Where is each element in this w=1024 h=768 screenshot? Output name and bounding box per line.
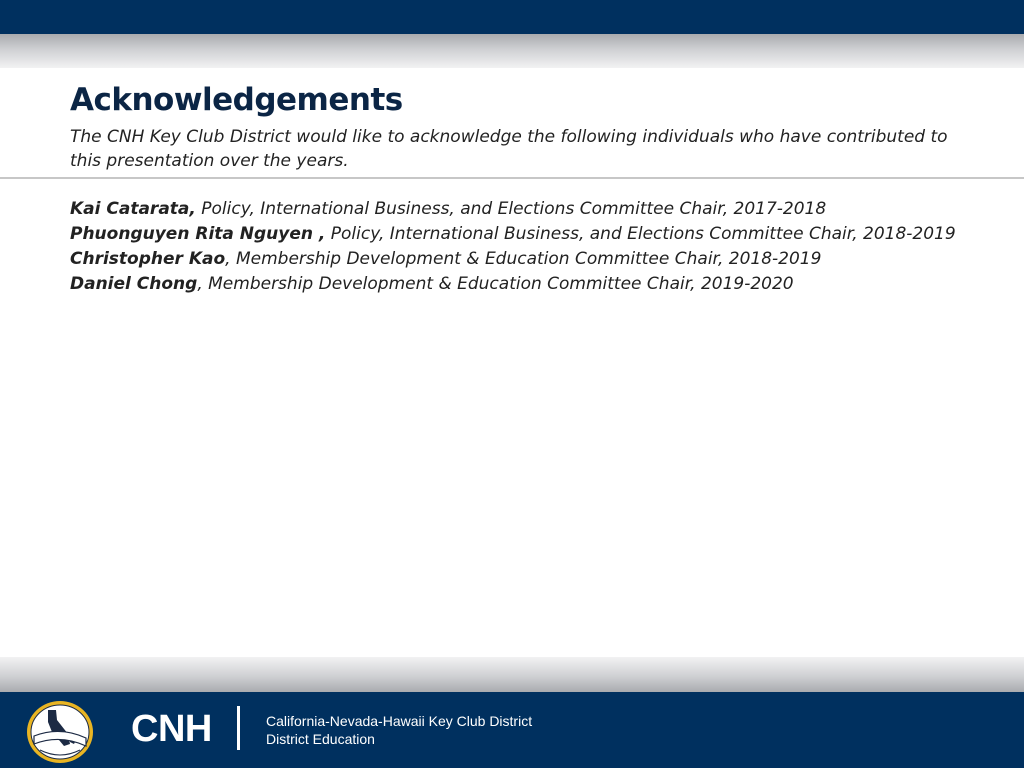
person-name: Kai Catarata, bbox=[70, 199, 196, 219]
footer-text bbox=[266, 712, 532, 748]
person-name: Daniel Chong bbox=[70, 274, 198, 294]
person-role: , Membership Development & Education Committee Chair, 2018-2019 bbox=[225, 249, 822, 269]
footer-brand: CNH bbox=[131, 708, 212, 750]
page-title: Acknowledgements bbox=[70, 82, 403, 118]
list-item bbox=[70, 272, 970, 296]
person-name: Phuonguyen Rita Nguyen , bbox=[70, 224, 326, 244]
list-item bbox=[70, 222, 970, 246]
list-item bbox=[70, 247, 970, 271]
key-club-cnh-seal-icon bbox=[26, 700, 94, 764]
header-divider bbox=[0, 177, 1024, 179]
bottom-gradient-band bbox=[0, 657, 1024, 692]
person-name: Christopher Kao bbox=[70, 249, 226, 269]
page-subtitle: The CNH Key Club District would like to acknowledge the following individuals who have contributed to this presentation over the years. bbox=[70, 127, 948, 171]
footer-district-name: California-Nevada-Hawaii Key Club District bbox=[266, 713, 533, 729]
person-role: , Membership Development & Education Committee Chair, 2019-2020 bbox=[197, 274, 794, 294]
person-role: Policy, International Business, and Elections Committee Chair, 2018-2019 bbox=[325, 224, 956, 244]
footer-program-name: District Education bbox=[266, 731, 375, 747]
footer-separator bbox=[237, 706, 240, 750]
top-gradient-band bbox=[0, 34, 1024, 68]
top-navy-bar bbox=[0, 0, 1024, 34]
acknowledgement-list bbox=[70, 197, 970, 297]
footer-bar bbox=[0, 692, 1024, 768]
list-item bbox=[70, 197, 970, 221]
person-role: Policy, International Business, and Elections Committee Chair, 2017-2018 bbox=[195, 199, 827, 219]
